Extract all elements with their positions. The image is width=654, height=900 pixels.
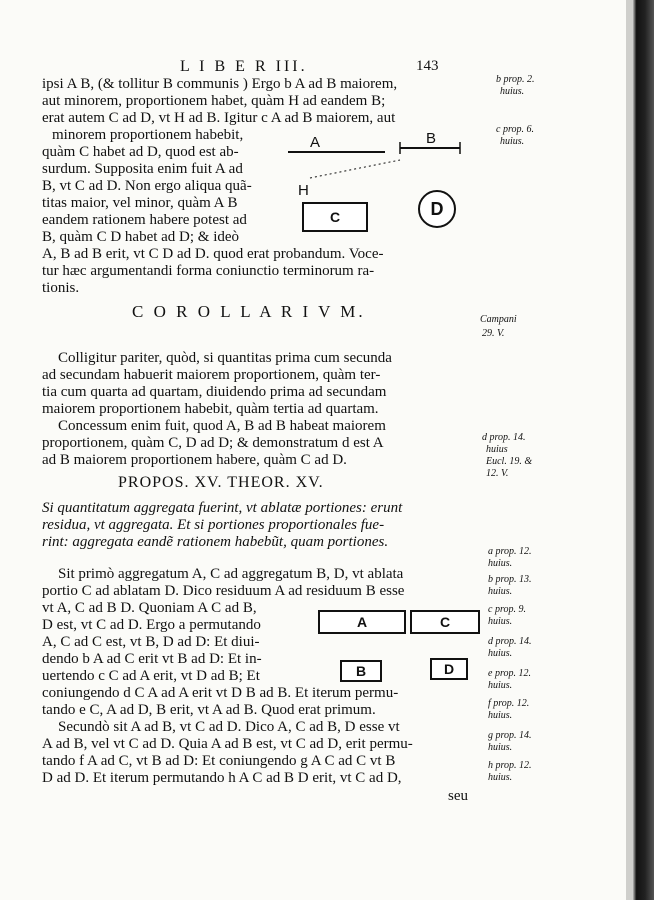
text-line: proportionem, quàm C, D ad D; & demonstratum d est A (42, 435, 384, 451)
margin-note: huius. (500, 86, 525, 97)
text-line: D ad D. Et iterum permutando h A C ad B D erit, vt C ad D, (42, 770, 402, 786)
margin-note: f prop. 12. (488, 698, 530, 709)
margin-note: d prop. 14. (488, 636, 532, 647)
text-line: minorem proportionem habebit, (52, 127, 244, 143)
enunciation-line: residua, vt aggregata. Et si portiones proportionales fue- (42, 517, 385, 533)
margin-note: huius. (488, 616, 513, 627)
text-line: Concessum enim fuit, quod A, B ad B habeat maiorem (58, 418, 386, 434)
text-line: tur hæc argumentandi forma coniunctio terminorum ra- (42, 263, 375, 279)
margin-note: b prop. 2. (496, 74, 535, 85)
diagram-circle-d: D (418, 190, 456, 228)
text-line: surdum. Supposita enim fuit A ad (42, 161, 243, 177)
text-line: Secundò sit A ad B, vt C ad D. Dico A, C ad B, D esse vt (58, 719, 400, 735)
text-line: quàm C habet ad D, quod est ab- (42, 144, 239, 160)
margin-note: 12. V. (486, 468, 509, 479)
diagram-box-c: C (410, 610, 480, 634)
margin-note: e prop. 12. (488, 668, 531, 679)
margin-note: b prop. 13. (488, 574, 532, 585)
margin-note: huius. (488, 648, 513, 659)
text-line: tando f A ad C, vt B ad D: Et coniungendo g A C ad C vt B (42, 753, 396, 769)
text-line: tionis. (42, 280, 80, 296)
margin-note: huius. (488, 680, 513, 691)
catchword: seu (448, 788, 468, 804)
text-line: tando e C, A ad D, B erit, vt A ad B. Quod erat primum. (42, 702, 376, 718)
text-line: D est, vt C ad D. Ergo a permutando (42, 617, 261, 633)
text-line: titas maior, vel minor, quàm A B (42, 195, 238, 211)
text-line: ad secundam habuerit maiorem proportionem, quàm ter- (42, 367, 381, 383)
margin-note: d prop. 14. (482, 432, 526, 443)
diagram-label-a: A (310, 134, 321, 151)
margin-note: huius. (488, 742, 513, 753)
text-line: erat autem C ad D, vt H ad B. Igitur c A ad B maiorem, aut (42, 110, 396, 126)
page-number: 143 (416, 58, 439, 74)
text-line: uertendo c C ad A erit, vt D ad B; Et (42, 668, 260, 684)
margin-note: huius. (488, 710, 513, 721)
margin-note: h prop. 12. (488, 760, 532, 771)
margin-note: huius (486, 444, 508, 455)
diagram-label-b: B (426, 130, 437, 147)
corollary-heading: C O R O L L A R I V M. (132, 302, 366, 321)
text-line: B, quàm C D habet ad D; & ideò (42, 229, 240, 245)
margin-note: huius. (488, 558, 513, 569)
enunciation-line: Si quantitatum aggregata fuerint, vt ablatæ portiones: erunt (42, 500, 403, 516)
margin-note: c prop. 6. (496, 124, 534, 135)
margin-note: huius. (488, 586, 513, 597)
text-line: A, B ad B erit, vt C D ad D. quod erat probandum. Voce- (42, 246, 384, 262)
margin-note: Eucl. 19. & (486, 456, 533, 467)
text-line: maiorem proportionem habebit, quàm tertia ad quartam. (42, 401, 379, 417)
margin-note: huius. (488, 772, 513, 783)
margin-note: huius. (500, 136, 525, 147)
margin-note: Campani (480, 314, 517, 325)
text-line: vt A, C ad B D. Quoniam A C ad B, (42, 600, 257, 616)
text-line: A ad B, vel vt C ad D. Quia A ad B est, vt C ad D, erit permu- (42, 736, 413, 752)
proposition-heading: PROPOS. XV. THEOR. XV. (118, 474, 324, 491)
diagram-label-h: H (298, 182, 309, 199)
text-line: aut minorem, proportionem habet, quàm H ad eandem B; (42, 93, 386, 109)
margin-note: a prop. 12. (488, 546, 532, 557)
text-line: ad B maiorem proportionem habere, quàm C ad D. (42, 452, 347, 468)
text-line: Sit primò aggregatum A, C ad aggregatum B, D, vt ablata (58, 566, 404, 582)
text-line: ipsi A B, (& tollitur B communis ) Ergo b A ad B maiorem, (42, 76, 398, 92)
text-line: coniungendo d C A ad A erit vt D B ad B. Et iterum permu- (42, 685, 399, 701)
diagram-box-c: C (302, 202, 368, 232)
text-line: eandem rationem habere potest ad (42, 212, 247, 228)
text-line: dendo b A ad C erit vt B ad D: Et in- (42, 651, 262, 667)
diagram-box-a: A (318, 610, 406, 634)
enunciation-line: rint: aggregata eandẽ rationem habebũt, quam portiones. (42, 534, 389, 550)
diagram-box-b: B (340, 660, 382, 682)
text-line: A, C ad C est, vt B, D ad D: Et diui- (42, 634, 260, 650)
margin-note: c prop. 9. (488, 604, 526, 615)
diagram-box-d: D (430, 658, 468, 680)
text-line: portio C ad ablatam D. Dico residuum A ad residuum B esse (42, 583, 405, 599)
text-line: Colligitur pariter, quòd, si quantitas prima cum secunda (58, 350, 392, 366)
margin-note: 29. V. (482, 328, 505, 339)
running-head-title: L I B E R III. (180, 58, 308, 75)
margin-note: g prop. 14. (488, 730, 532, 741)
text-line: B, vt C ad D. Non ergo aliqua quã- (42, 178, 252, 194)
text-line: tia cum quarta ad quartam, diuidendo prima ad secundam (42, 384, 387, 400)
